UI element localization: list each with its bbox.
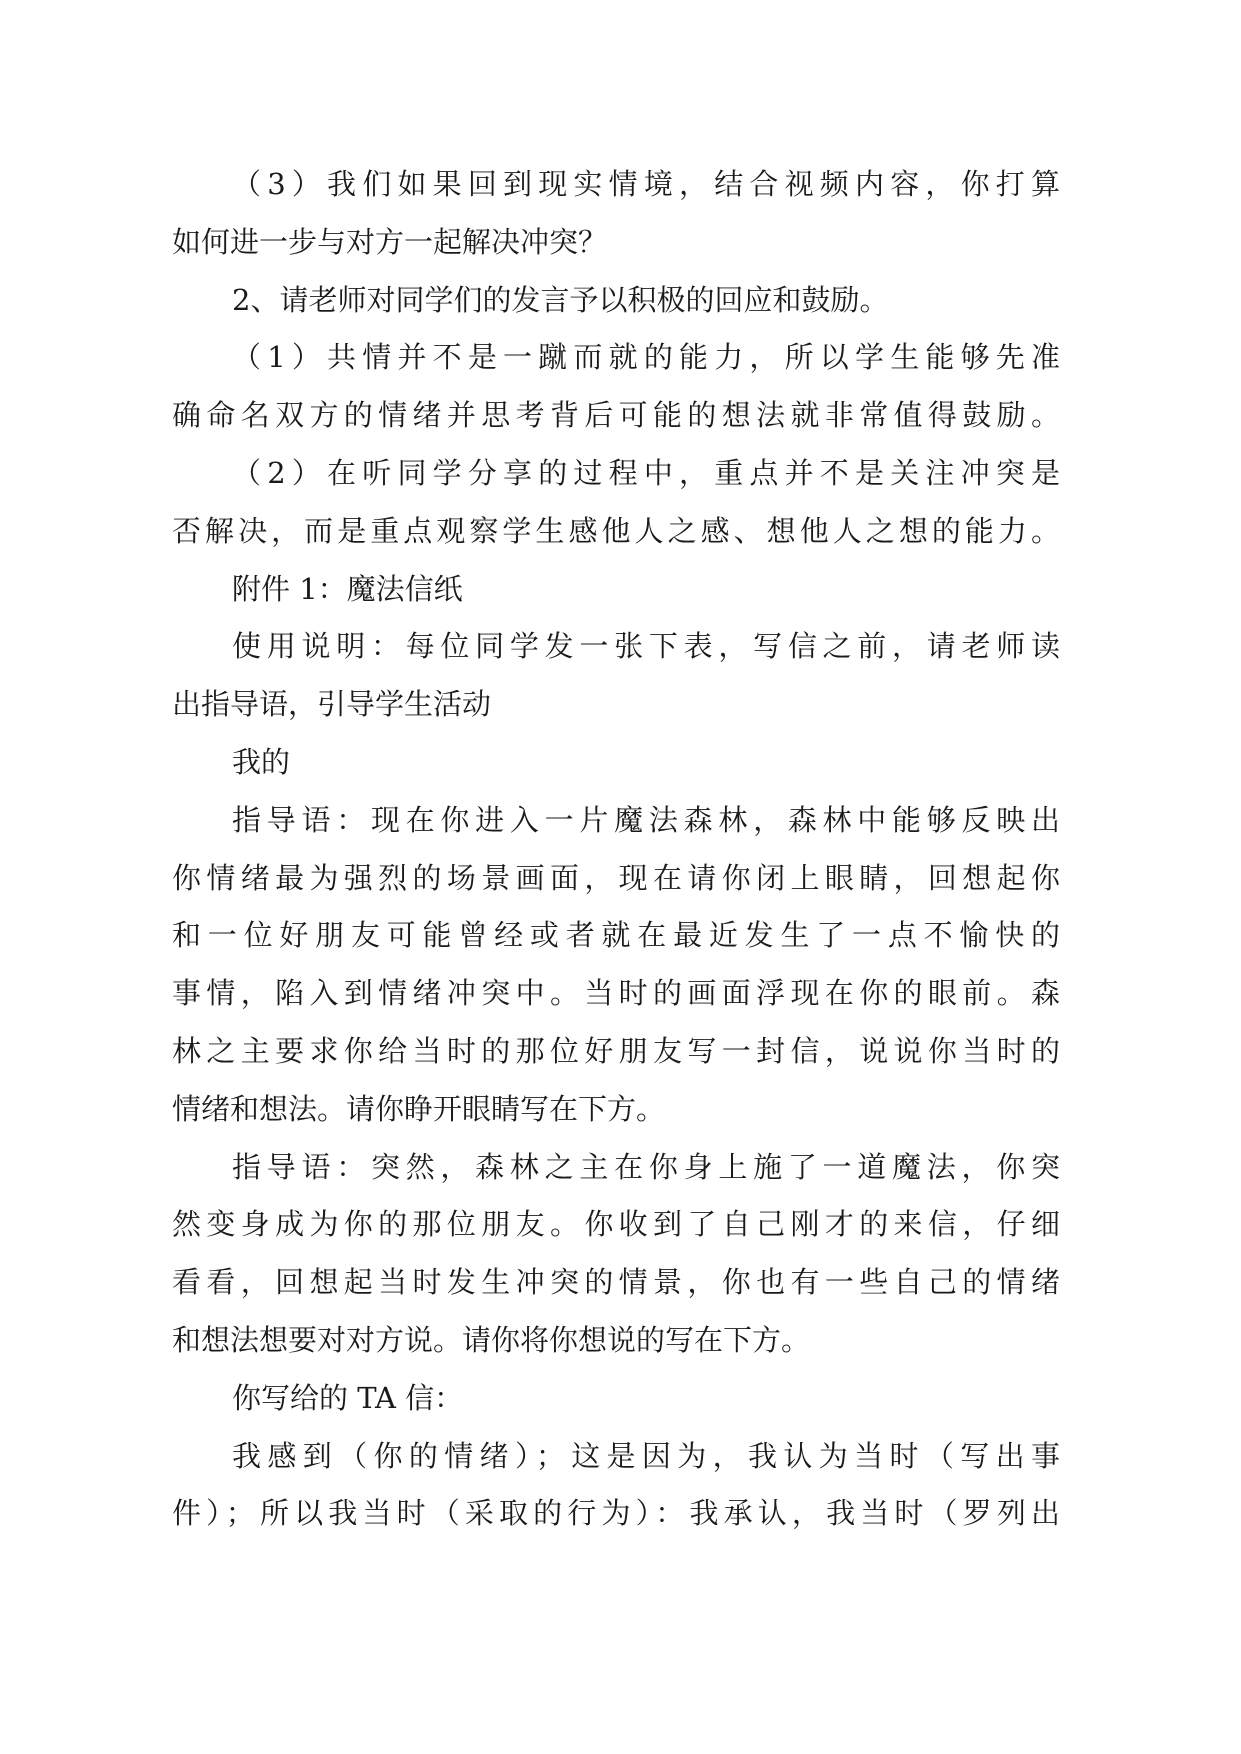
text-line: 我感到（你的情绪）；这是因为，我认为当时（写出事 bbox=[232, 1438, 1060, 1473]
text-line: 2、请老师对同学们的发言予以积极的回应和鼓励。 bbox=[232, 282, 889, 317]
guidance-paragraph-2 bbox=[172, 1139, 1060, 1370]
paragraph-teacher-response bbox=[172, 272, 1060, 330]
guidance-paragraph-1 bbox=[172, 792, 1060, 1139]
text-line: 然变身成为你的那位朋友。你收到了自己刚才的来信，仔细 bbox=[172, 1207, 1060, 1242]
text-line: 出指导语，引导学生活动 bbox=[172, 687, 492, 722]
text-line: 使用说明：每位同学发一张下表，写信之前，请老师读 bbox=[232, 629, 1060, 664]
text-line: 如何进一步与对方一起解决冲突？ bbox=[172, 224, 608, 259]
text-line: 你写给的 TA 信： bbox=[232, 1380, 464, 1415]
text-line: 和一位好朋友可能曾经或者就在最近发生了一点不愉快的 bbox=[172, 918, 1060, 953]
text-line: （2）在听同学分享的过程中，重点并不是关注冲突是 bbox=[232, 455, 1060, 490]
text-line: 事情，陷入到情绪冲突中。当时的画面浮现在你的眼前。森 bbox=[172, 976, 1060, 1011]
text-line: （1）共情并不是一蹴而就的能力，所以学生能够先准 bbox=[232, 340, 1060, 375]
text-line: 和想法想要对对方说。请你将你想说的写在下方。 bbox=[172, 1322, 811, 1357]
paragraph-3-resolve-conflict bbox=[172, 156, 1060, 272]
text-line: 确命名双方的情绪并思考背后可能的想法就非常值得鼓励。 bbox=[172, 398, 1060, 433]
paragraph-my bbox=[172, 734, 1060, 792]
text-line: 我的 bbox=[232, 744, 291, 779]
text-line: 看看，回想起当时发生冲突的情景，你也有一些自己的情绪 bbox=[172, 1265, 1060, 1300]
text-line: 指导语：突然，森林之主在你身上施了一道魔法，你突 bbox=[232, 1149, 1060, 1184]
text-line: 件）；所以我当时（采取的行为）：我承认，我当时（罗列出 bbox=[172, 1496, 1060, 1531]
usage-instructions bbox=[172, 618, 1060, 734]
text-line: 指导语：现在你进入一片魔法森林，森林中能够反映出 bbox=[232, 802, 1060, 837]
text-line: 附件 1：魔法信纸 bbox=[232, 571, 463, 606]
text-line: 否解决，而是重点观察学生感他人之感、想他人之想的能力。 bbox=[172, 513, 1060, 548]
text-line: 情绪和想法。请你睁开眼睛写在下方。 bbox=[172, 1091, 666, 1126]
text-line: 林之主要求你给当时的那位好朋友写一封信，说说你当时的 bbox=[172, 1033, 1060, 1068]
attachment-heading bbox=[172, 561, 1060, 619]
letter-heading bbox=[172, 1370, 1060, 1428]
letter-template bbox=[172, 1428, 1060, 1544]
paragraph-point-1 bbox=[172, 329, 1060, 445]
text-line: 你情绪最为强烈的场景画面，现在请你闭上眼睛，回想起你 bbox=[172, 860, 1060, 895]
paragraph-point-2 bbox=[172, 445, 1060, 561]
text-line: （3）我们如果回到现实情境，结合视频内容，你打算 bbox=[232, 167, 1060, 201]
document-page bbox=[172, 156, 1060, 1543]
